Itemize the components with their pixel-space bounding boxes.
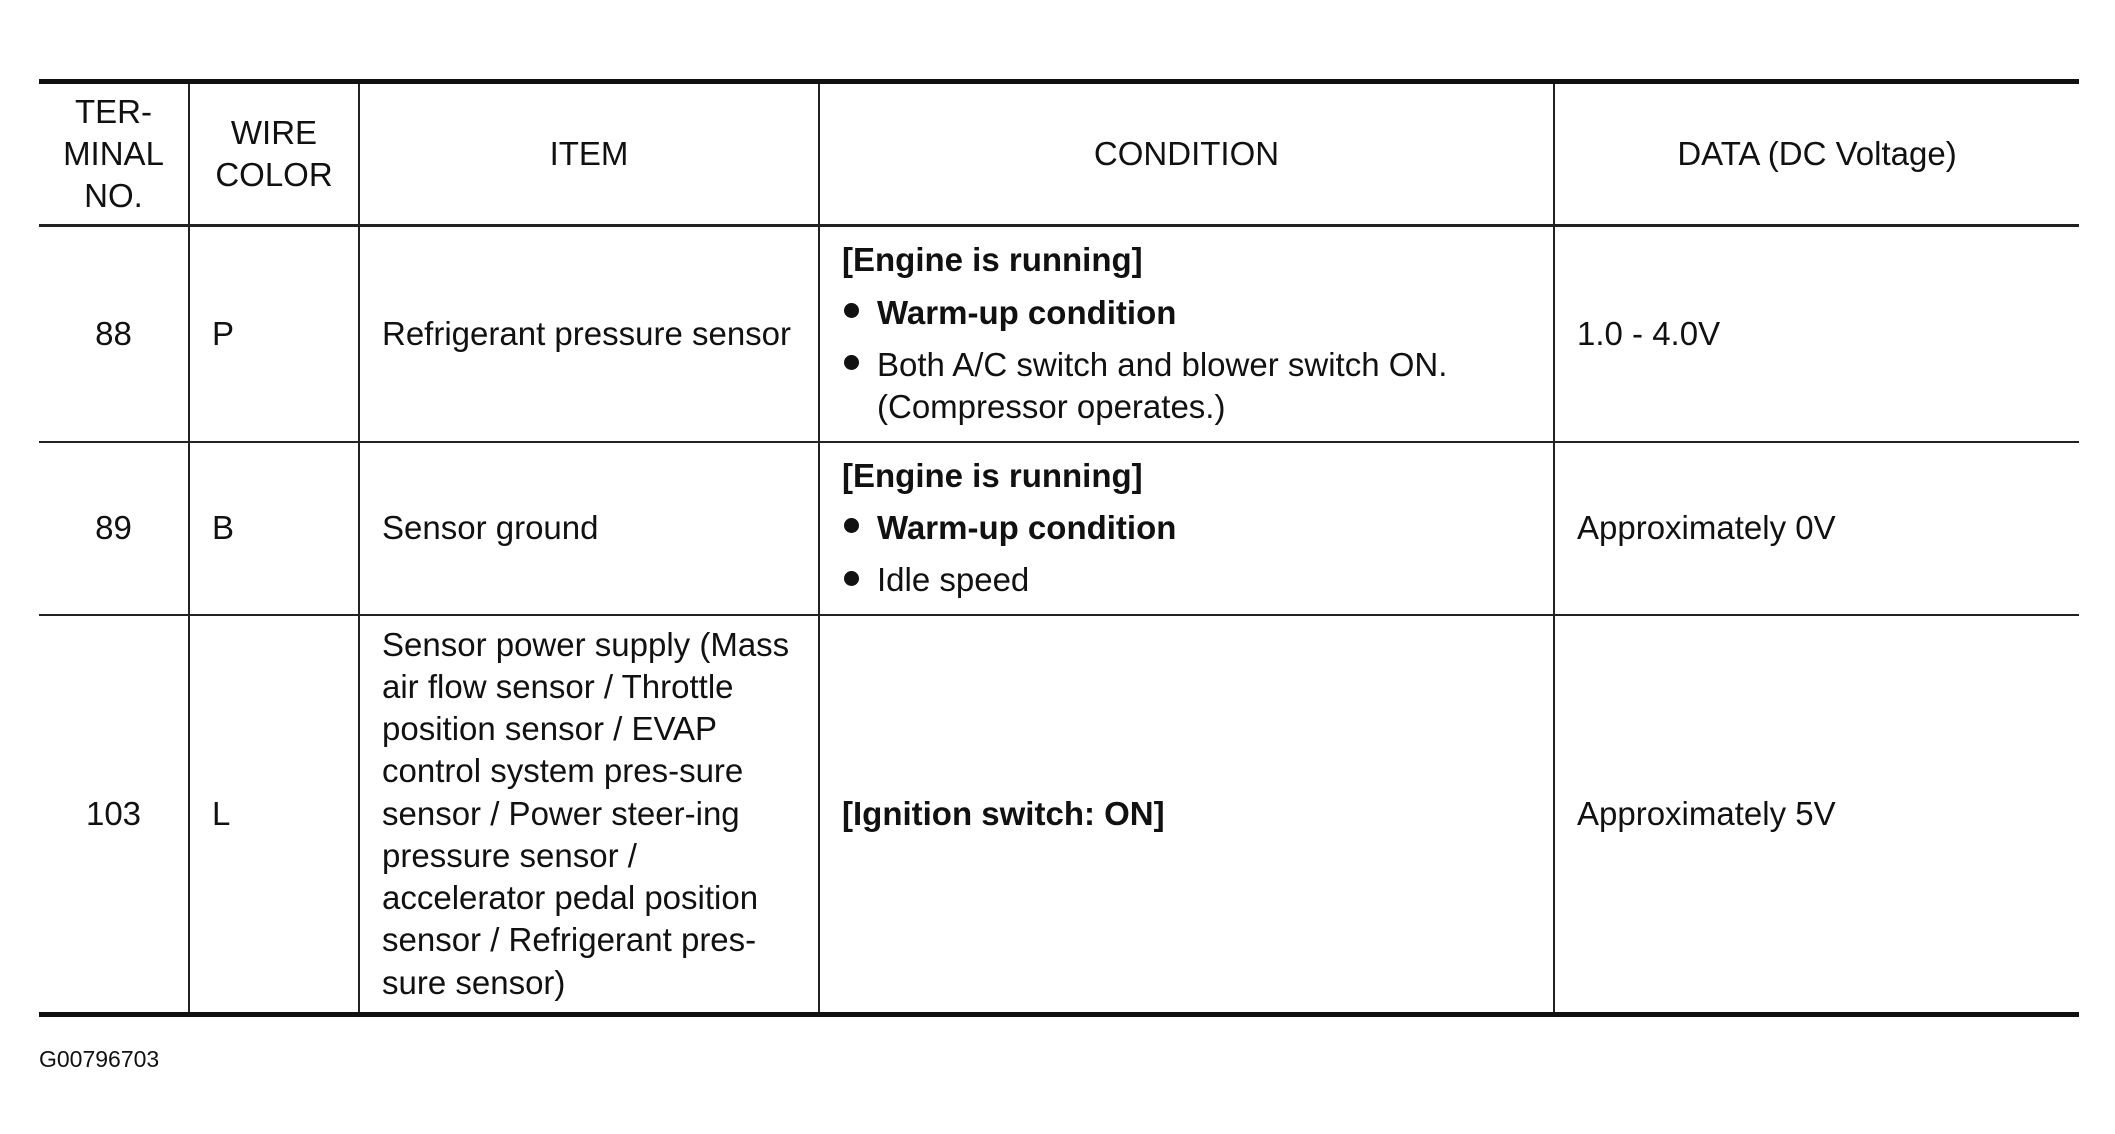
condition-cell: [819, 442, 1554, 615]
data-cell: 1.0 - 4.0V: [1554, 226, 2079, 442]
item-cell: Sensor ground: [359, 442, 819, 615]
condition-bullet-text: Warm-up condition: [877, 508, 1177, 546]
header-row: [39, 82, 2079, 226]
condition-bullet-text: Warm-up condition: [877, 293, 1177, 331]
wire-color-cell: P: [189, 226, 359, 442]
condition-bullet-text: Both A/C switch and blower switch ON. (Compressor operates.): [877, 345, 1448, 425]
table-row: [39, 615, 2079, 1015]
condition-heading: [Engine is running]: [842, 241, 1143, 279]
figure-code: G00796703: [39, 1046, 160, 1072]
condition-cell: [819, 226, 1554, 442]
bullet-dot-icon: [844, 355, 859, 370]
header-data: DATA (DC Voltage): [1554, 82, 2079, 226]
condition-bullet: [842, 559, 1531, 601]
condition-heading: [Ignition switch: ON]: [842, 794, 1165, 832]
condition-bullet: [842, 507, 1531, 549]
condition-cell: [819, 615, 1554, 1015]
item-cell: Refrigerant pressure sensor: [359, 226, 819, 442]
wire-color-cell: L: [189, 615, 359, 1015]
header-terminal-no: TER- MINAL NO.: [39, 82, 189, 226]
wire-color-cell: B: [189, 442, 359, 615]
item-cell: Sensor power supply (Mass air flow sensor / Throttle position sensor / EVAP control system pres-sure sensor / Power steer-ing pressure sensor / accelerator pedal position sensor / Refrigerant pres-sure sensor): [359, 615, 819, 1015]
table-row: [39, 442, 2079, 615]
terminal-data-table: [39, 79, 2079, 1017]
data-cell: Approximately 5V: [1554, 615, 2079, 1015]
bullet-dot-icon: [844, 518, 859, 533]
header-condition: CONDITION: [819, 82, 1554, 226]
condition-bullet-text: Idle speed: [877, 561, 1030, 599]
header-item: ITEM: [359, 82, 819, 226]
header-wire-color: WIRE COLOR: [189, 82, 359, 226]
bullet-dot-icon: [844, 571, 859, 586]
condition-heading: [Engine is running]: [842, 456, 1143, 494]
data-cell: Approximately 0V: [1554, 442, 2079, 615]
condition-bullet: [842, 292, 1531, 334]
table-row: [39, 226, 2079, 442]
terminal-cell: 103: [39, 615, 189, 1015]
terminal-cell: 89: [39, 442, 189, 615]
bullet-dot-icon: [844, 303, 859, 318]
condition-bullet: [842, 344, 1531, 428]
terminal-cell: 88: [39, 226, 189, 442]
